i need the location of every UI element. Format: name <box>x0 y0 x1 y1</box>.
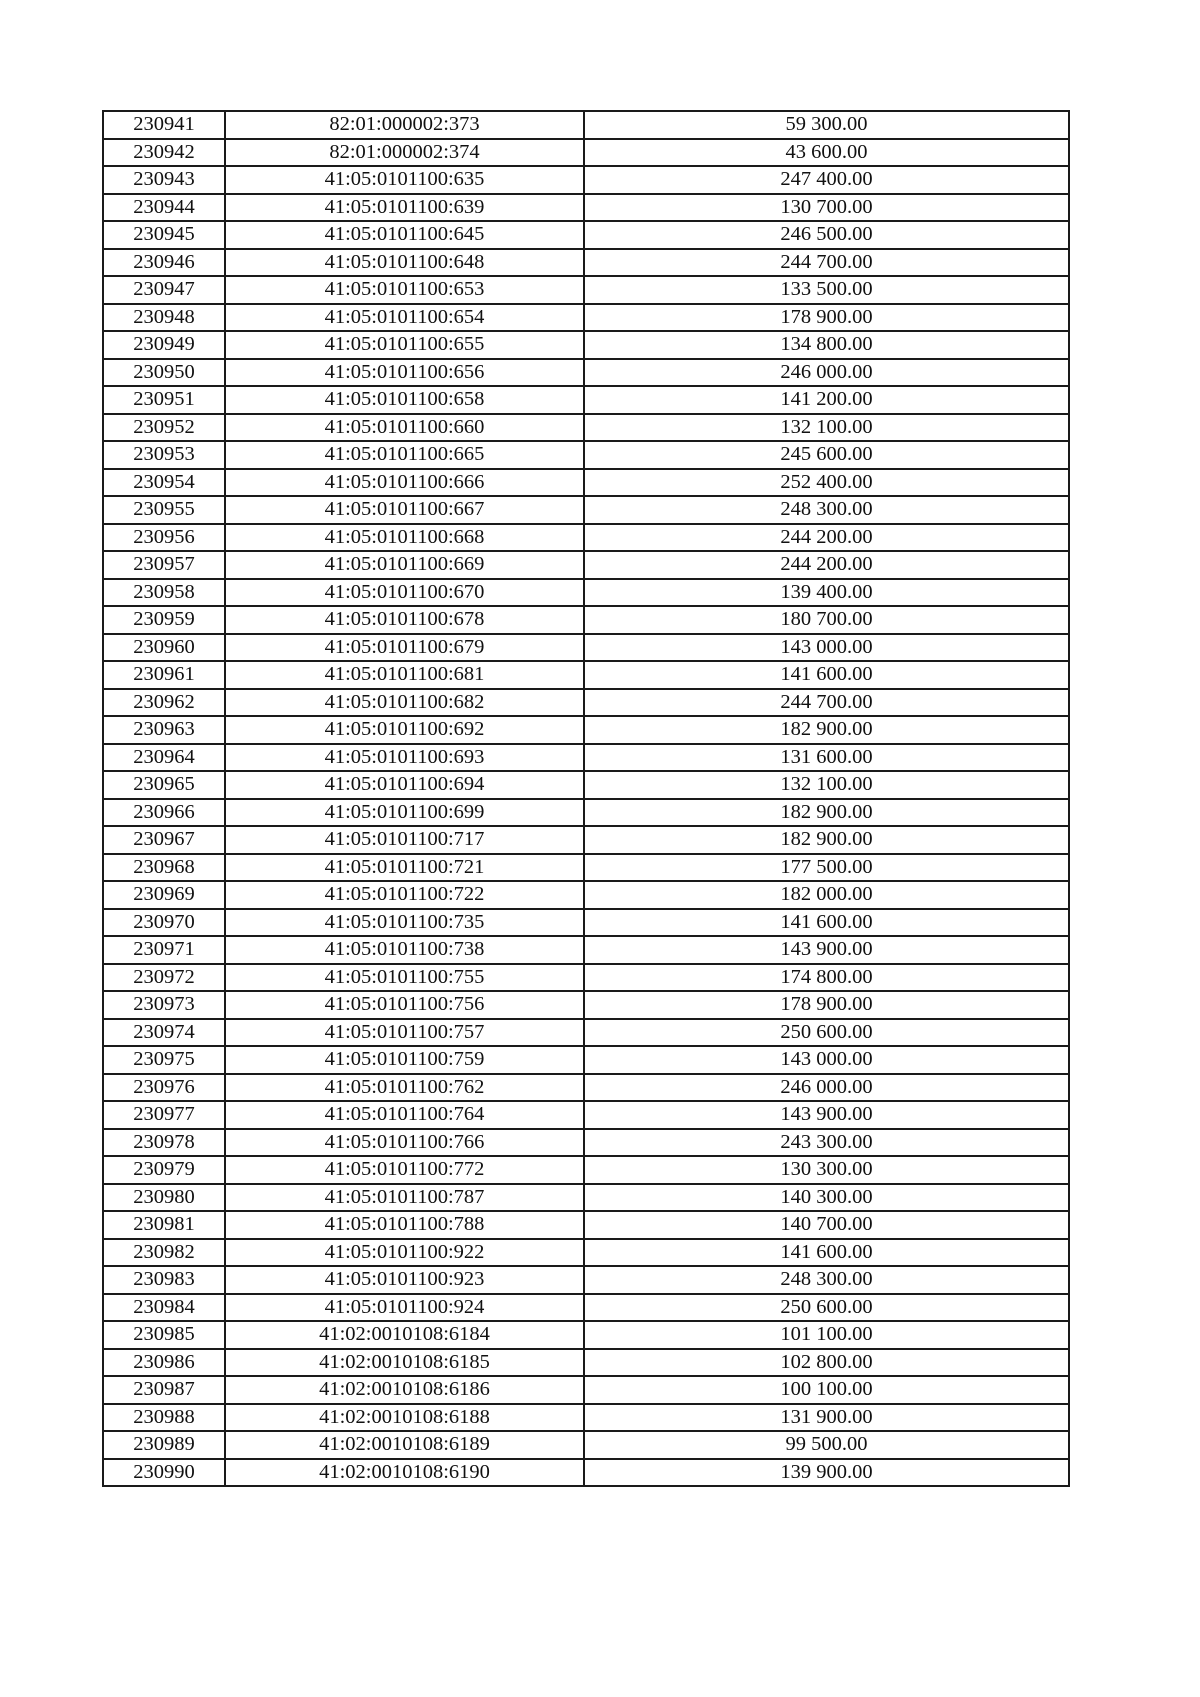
value-cell: 247 400.00 <box>584 166 1069 194</box>
table-row <box>103 1459 1069 1487</box>
value-cell: 250 600.00 <box>584 1294 1069 1322</box>
row-number-cell: 230983 <box>103 1266 225 1294</box>
row-number-cell: 230980 <box>103 1184 225 1212</box>
table-row <box>103 716 1069 744</box>
row-number-cell: 230951 <box>103 386 225 414</box>
table-row <box>103 1156 1069 1184</box>
cadastral-number-cell: 41:05:0101100:660 <box>225 414 584 442</box>
table-row <box>103 634 1069 662</box>
cadastral-number-cell: 41:05:0101100:655 <box>225 331 584 359</box>
value-cell: 134 800.00 <box>584 331 1069 359</box>
cadastral-number-cell: 41:05:0101100:666 <box>225 469 584 497</box>
table-row <box>103 414 1069 442</box>
row-number-cell: 230984 <box>103 1294 225 1322</box>
cadastral-number-cell: 41:05:0101100:717 <box>225 826 584 854</box>
value-cell: 131 900.00 <box>584 1404 1069 1432</box>
cadastral-number-cell: 41:05:0101100:755 <box>225 964 584 992</box>
row-number-cell: 230981 <box>103 1211 225 1239</box>
value-cell: 182 000.00 <box>584 881 1069 909</box>
cadastral-number-cell: 41:05:0101100:670 <box>225 579 584 607</box>
value-cell: 139 400.00 <box>584 579 1069 607</box>
row-number-cell: 230972 <box>103 964 225 992</box>
row-number-cell: 230961 <box>103 661 225 689</box>
table-row <box>103 139 1069 167</box>
cadastral-number-cell: 41:05:0101100:667 <box>225 496 584 524</box>
cadastral-number-cell: 41:02:0010108:6189 <box>225 1431 584 1459</box>
cadastral-number-cell: 41:05:0101100:699 <box>225 799 584 827</box>
cadastral-number-cell: 41:05:0101100:653 <box>225 276 584 304</box>
value-cell: 182 900.00 <box>584 716 1069 744</box>
cadastral-number-cell: 41:05:0101100:735 <box>225 909 584 937</box>
table-row <box>103 689 1069 717</box>
cadastral-number-cell: 41:05:0101100:722 <box>225 881 584 909</box>
row-number-cell: 230948 <box>103 304 225 332</box>
table-row <box>103 1211 1069 1239</box>
cadastral-number-cell: 41:05:0101100:669 <box>225 551 584 579</box>
cadastral-number-cell: 82:01:000002:374 <box>225 139 584 167</box>
row-number-cell: 230955 <box>103 496 225 524</box>
table-row <box>103 606 1069 634</box>
row-number-cell: 230964 <box>103 744 225 772</box>
cadastral-number-cell: 41:05:0101100:648 <box>225 249 584 277</box>
value-cell: 250 600.00 <box>584 1019 1069 1047</box>
value-cell: 139 900.00 <box>584 1459 1069 1487</box>
value-cell: 141 600.00 <box>584 1239 1069 1267</box>
row-number-cell: 230947 <box>103 276 225 304</box>
cadastral-number-cell: 41:02:0010108:6184 <box>225 1321 584 1349</box>
row-number-cell: 230963 <box>103 716 225 744</box>
cadastral-number-cell: 41:05:0101100:764 <box>225 1101 584 1129</box>
value-cell: 101 100.00 <box>584 1321 1069 1349</box>
row-number-cell: 230986 <box>103 1349 225 1377</box>
value-cell: 244 200.00 <box>584 551 1069 579</box>
table-row <box>103 854 1069 882</box>
row-number-cell: 230967 <box>103 826 225 854</box>
value-cell: 178 900.00 <box>584 991 1069 1019</box>
table-row <box>103 1321 1069 1349</box>
value-cell: 178 900.00 <box>584 304 1069 332</box>
cadastral-number-cell: 82:01:000002:373 <box>225 111 584 139</box>
table-row <box>103 1376 1069 1404</box>
row-number-cell: 230970 <box>103 909 225 937</box>
value-cell: 244 700.00 <box>584 689 1069 717</box>
table-row <box>103 1019 1069 1047</box>
table-row <box>103 936 1069 964</box>
row-number-cell: 230959 <box>103 606 225 634</box>
row-number-cell: 230958 <box>103 579 225 607</box>
table-row <box>103 1239 1069 1267</box>
cadastral-number-cell: 41:02:0010108:6186 <box>225 1376 584 1404</box>
cadastral-number-cell: 41:05:0101100:682 <box>225 689 584 717</box>
row-number-cell: 230975 <box>103 1046 225 1074</box>
value-cell: 99 500.00 <box>584 1431 1069 1459</box>
cadastral-number-cell: 41:02:0010108:6185 <box>225 1349 584 1377</box>
table-row <box>103 496 1069 524</box>
value-cell: 140 300.00 <box>584 1184 1069 1212</box>
value-cell: 132 100.00 <box>584 414 1069 442</box>
table-row <box>103 909 1069 937</box>
table-row <box>103 1074 1069 1102</box>
table-row <box>103 551 1069 579</box>
row-number-cell: 230953 <box>103 441 225 469</box>
value-cell: 102 800.00 <box>584 1349 1069 1377</box>
row-number-cell: 230944 <box>103 194 225 222</box>
table-body <box>103 111 1069 1486</box>
cadastral-number-cell: 41:05:0101100:681 <box>225 661 584 689</box>
cadastral-number-cell: 41:05:0101100:679 <box>225 634 584 662</box>
cadastral-number-cell: 41:05:0101100:694 <box>225 771 584 799</box>
value-cell: 43 600.00 <box>584 139 1069 167</box>
row-number-cell: 230974 <box>103 1019 225 1047</box>
table-row <box>103 386 1069 414</box>
value-cell: 244 700.00 <box>584 249 1069 277</box>
value-cell: 100 100.00 <box>584 1376 1069 1404</box>
cadastral-number-cell: 41:05:0101100:772 <box>225 1156 584 1184</box>
row-number-cell: 230945 <box>103 221 225 249</box>
row-number-cell: 230978 <box>103 1129 225 1157</box>
table-row <box>103 524 1069 552</box>
value-cell: 140 700.00 <box>584 1211 1069 1239</box>
value-cell: 131 600.00 <box>584 744 1069 772</box>
cadastral-number-cell: 41:05:0101100:922 <box>225 1239 584 1267</box>
value-cell: 143 900.00 <box>584 936 1069 964</box>
cadastral-number-cell: 41:05:0101100:924 <box>225 1294 584 1322</box>
cadastral-number-cell: 41:05:0101100:692 <box>225 716 584 744</box>
value-cell: 177 500.00 <box>584 854 1069 882</box>
value-cell: 246 000.00 <box>584 359 1069 387</box>
value-cell: 248 300.00 <box>584 1266 1069 1294</box>
table-row <box>103 661 1069 689</box>
value-cell: 141 600.00 <box>584 909 1069 937</box>
table-row <box>103 799 1069 827</box>
cadastral-number-cell: 41:05:0101100:656 <box>225 359 584 387</box>
row-number-cell: 230949 <box>103 331 225 359</box>
row-number-cell: 230971 <box>103 936 225 964</box>
value-cell: 133 500.00 <box>584 276 1069 304</box>
row-number-cell: 230987 <box>103 1376 225 1404</box>
row-number-cell: 230942 <box>103 139 225 167</box>
table-row <box>103 1101 1069 1129</box>
table-row <box>103 826 1069 854</box>
table-row <box>103 441 1069 469</box>
table-row <box>103 964 1069 992</box>
value-cell: 180 700.00 <box>584 606 1069 634</box>
table-row <box>103 1184 1069 1212</box>
value-cell: 252 400.00 <box>584 469 1069 497</box>
cadastral-number-cell: 41:05:0101100:693 <box>225 744 584 772</box>
table-row <box>103 221 1069 249</box>
row-number-cell: 230990 <box>103 1459 225 1487</box>
row-number-cell: 230950 <box>103 359 225 387</box>
row-number-cell: 230954 <box>103 469 225 497</box>
table-row <box>103 359 1069 387</box>
table-row <box>103 991 1069 1019</box>
value-cell: 182 900.00 <box>584 799 1069 827</box>
row-number-cell: 230977 <box>103 1101 225 1129</box>
cadastral-number-cell: 41:05:0101100:665 <box>225 441 584 469</box>
cadastral-number-cell: 41:05:0101100:923 <box>225 1266 584 1294</box>
cadastral-number-cell: 41:05:0101100:635 <box>225 166 584 194</box>
value-cell: 132 100.00 <box>584 771 1069 799</box>
cadastral-number-cell: 41:02:0010108:6190 <box>225 1459 584 1487</box>
value-cell: 174 800.00 <box>584 964 1069 992</box>
table-row <box>103 1349 1069 1377</box>
cadastral-number-cell: 41:05:0101100:658 <box>225 386 584 414</box>
value-cell: 141 600.00 <box>584 661 1069 689</box>
cadastral-number-cell: 41:05:0101100:787 <box>225 1184 584 1212</box>
table-row <box>103 331 1069 359</box>
value-cell: 141 200.00 <box>584 386 1069 414</box>
cadastral-number-cell: 41:05:0101100:788 <box>225 1211 584 1239</box>
value-cell: 246 000.00 <box>584 1074 1069 1102</box>
row-number-cell: 230960 <box>103 634 225 662</box>
row-number-cell: 230946 <box>103 249 225 277</box>
row-number-cell: 230965 <box>103 771 225 799</box>
value-cell: 243 300.00 <box>584 1129 1069 1157</box>
row-number-cell: 230962 <box>103 689 225 717</box>
cadastral-number-cell: 41:05:0101100:757 <box>225 1019 584 1047</box>
cadastral-number-cell: 41:05:0101100:759 <box>225 1046 584 1074</box>
cadastral-number-cell: 41:05:0101100:668 <box>225 524 584 552</box>
row-number-cell: 230952 <box>103 414 225 442</box>
value-cell: 244 200.00 <box>584 524 1069 552</box>
table-row <box>103 771 1069 799</box>
table-row <box>103 249 1069 277</box>
cadastral-number-cell: 41:05:0101100:721 <box>225 854 584 882</box>
table-row <box>103 469 1069 497</box>
cadastral-number-cell: 41:05:0101100:645 <box>225 221 584 249</box>
table-row <box>103 166 1069 194</box>
value-cell: 182 900.00 <box>584 826 1069 854</box>
row-number-cell: 230985 <box>103 1321 225 1349</box>
value-cell: 130 700.00 <box>584 194 1069 222</box>
table-row <box>103 194 1069 222</box>
value-cell: 245 600.00 <box>584 441 1069 469</box>
value-cell: 143 000.00 <box>584 1046 1069 1074</box>
row-number-cell: 230979 <box>103 1156 225 1184</box>
table-row <box>103 881 1069 909</box>
cadastral-number-cell: 41:05:0101100:639 <box>225 194 584 222</box>
row-number-cell: 230968 <box>103 854 225 882</box>
cadastral-number-cell: 41:05:0101100:766 <box>225 1129 584 1157</box>
row-number-cell: 230973 <box>103 991 225 1019</box>
value-cell: 143 900.00 <box>584 1101 1069 1129</box>
value-cell: 130 300.00 <box>584 1156 1069 1184</box>
row-number-cell: 230989 <box>103 1431 225 1459</box>
row-number-cell: 230969 <box>103 881 225 909</box>
cadastral-number-cell: 41:05:0101100:738 <box>225 936 584 964</box>
value-cell: 248 300.00 <box>584 496 1069 524</box>
table-row <box>103 1294 1069 1322</box>
cadastral-number-cell: 41:05:0101100:756 <box>225 991 584 1019</box>
table-row <box>103 1431 1069 1459</box>
row-number-cell: 230982 <box>103 1239 225 1267</box>
table-row <box>103 1404 1069 1432</box>
row-number-cell: 230941 <box>103 111 225 139</box>
table-row <box>103 1129 1069 1157</box>
row-number-cell: 230988 <box>103 1404 225 1432</box>
row-number-cell: 230966 <box>103 799 225 827</box>
table-row <box>103 111 1069 139</box>
cadastral-value-table <box>102 110 1070 1487</box>
cadastral-number-cell: 41:05:0101100:762 <box>225 1074 584 1102</box>
table-row <box>103 276 1069 304</box>
table-row <box>103 1266 1069 1294</box>
table-row <box>103 579 1069 607</box>
cadastral-number-cell: 41:02:0010108:6188 <box>225 1404 584 1432</box>
table-row <box>103 1046 1069 1074</box>
value-cell: 246 500.00 <box>584 221 1069 249</box>
row-number-cell: 230956 <box>103 524 225 552</box>
row-number-cell: 230976 <box>103 1074 225 1102</box>
cadastral-number-cell: 41:05:0101100:678 <box>225 606 584 634</box>
table-row <box>103 744 1069 772</box>
row-number-cell: 230957 <box>103 551 225 579</box>
table-row <box>103 304 1069 332</box>
value-cell: 143 000.00 <box>584 634 1069 662</box>
value-cell: 59 300.00 <box>584 111 1069 139</box>
row-number-cell: 230943 <box>103 166 225 194</box>
cadastral-number-cell: 41:05:0101100:654 <box>225 304 584 332</box>
